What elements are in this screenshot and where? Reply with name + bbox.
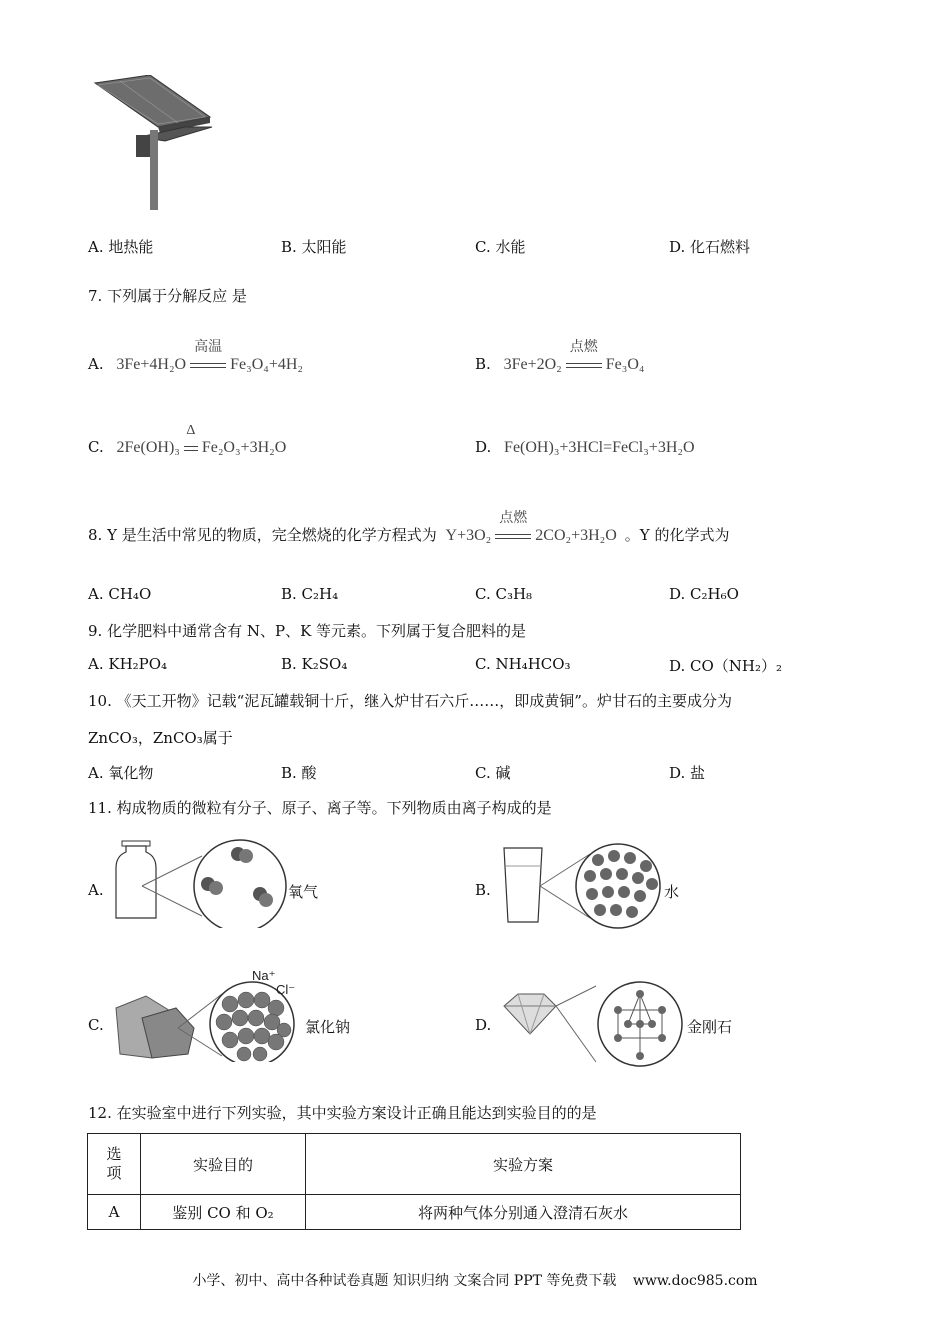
row-a-option: A: [88, 1195, 141, 1230]
q7-option-a: [88, 340, 303, 374]
q8-stem: [88, 511, 730, 545]
q8-eq-rhs: 2CO₂+3H₂O: [535, 527, 617, 544]
q11-c-ion-na: Na⁺: [252, 968, 276, 983]
q7-a-lhs: 3Fe+4H₂O: [116, 356, 187, 373]
q10-option-c: C. 碱: [475, 764, 511, 782]
q7-c-label: C.: [88, 438, 104, 456]
q11-stem: 11. 构成物质的微粒有分子、原子、离子等。下列物质由离子构成的是: [88, 799, 552, 817]
footer-url[interactable]: www.doc985.com: [632, 1273, 758, 1289]
header-option-text: 选项: [106, 1145, 122, 1182]
header-purpose: 实验目的: [141, 1134, 306, 1195]
q7-c-condition: Δ: [186, 423, 196, 438]
q11-c-name: 氯化钠: [305, 1018, 351, 1036]
header-option: [88, 1134, 141, 1195]
q7-option-c: [88, 423, 287, 457]
q8-option-a: A. CH₄O: [88, 585, 152, 603]
q9-option-c: C. NH₄HCO₃: [475, 655, 571, 673]
q7-option-d: [475, 438, 695, 457]
q8-option-c: C. C₃H₈: [475, 585, 533, 603]
q7-a-rhs: Fe₃O₄+4H₂: [230, 356, 303, 373]
header-plan: 实验方案: [306, 1134, 741, 1195]
q6-option-d: D. 化石燃料: [669, 238, 751, 256]
q8-option-d: D. C₂H₆O: [669, 585, 739, 603]
row-a-purpose: 鉴别 CO 和 O₂: [141, 1195, 306, 1230]
q11-c-label: C.: [88, 1016, 104, 1034]
q7-a-label: A.: [88, 355, 104, 373]
q6-option-a: A. 地热能: [88, 238, 154, 256]
q11-a-label: A.: [88, 881, 104, 899]
q7-c-rhs: Fe₂O₃+3H₂O: [201, 439, 287, 456]
q6-option-c: C. 水能: [475, 238, 526, 256]
solar-lamp-image: [90, 75, 215, 210]
q7-d-label: D.: [475, 438, 492, 456]
q11-a-name: 氧气: [288, 883, 319, 901]
q7-option-b: [475, 340, 645, 374]
q11-d-diamond-figure: [500, 980, 684, 1068]
table-header-row: [88, 1134, 741, 1195]
q8-stem-pre: 8. Y 是生活中常见的物质，完全燃烧的化学方程式为: [88, 526, 437, 544]
row-a-plan: 将两种气体分别通入澄清石灰水: [306, 1195, 741, 1230]
q8-options: [88, 585, 848, 607]
q11-b-name: 水: [664, 883, 680, 901]
q11-c-sodium-chloride-figure: [112, 968, 308, 1062]
q10-option-b: B. 酸: [281, 764, 317, 782]
footer-text: 小学、初中、高中各种试卷真题 知识归纳 文案合同 PPT 等免费下载: [192, 1273, 617, 1289]
q11-a-oxygen-figure: [112, 838, 288, 928]
q9-option-a: A. KH₂PO₄: [88, 655, 168, 673]
q8-eq-lhs: Y+3O₂: [445, 527, 492, 544]
q8-stem-post: 。Y 的化学式为: [624, 526, 730, 544]
q10-option-d: D. 盐: [669, 764, 706, 782]
q11-c-ion-cl: Cl⁻: [276, 982, 296, 997]
q8-option-b: B. C₂H₄: [281, 585, 339, 603]
q9-option-b: B. K₂SO₄: [281, 655, 348, 673]
q12-stem: 12. 在实验室中进行下列实验，其中实验方案设计正确且能达到实验目的的是: [88, 1104, 597, 1122]
q8-eq-condition: 点燃: [499, 511, 528, 526]
q11-d-label: D.: [475, 1016, 492, 1034]
q7-stem: 7. 下列属于分解反应 是: [88, 287, 247, 305]
q12-table: [87, 1133, 741, 1230]
q10-option-a: A. 氧化物: [88, 764, 154, 782]
q10-stem-line1: 10. 《天工开物》记载“泥瓦罐载铜十斤，继入炉甘石六斤……，即成黄铜”。炉甘石的主要成分为: [88, 692, 732, 710]
q9-stem: 9. 化学肥料中通常含有 N、P、K 等元素。下列属于复合肥料的是: [88, 622, 527, 640]
q9-options: [88, 655, 848, 677]
table-row: [88, 1195, 741, 1230]
q10-stem-line2: ZnCO₃，ZnCO₃属于: [88, 729, 233, 747]
q10-options: [88, 762, 848, 784]
q9-option-d: D. CO（NH₂）₂: [669, 657, 783, 675]
page-footer: [0, 1270, 950, 1290]
q11-b-water-figure: [500, 840, 662, 932]
q7-c-lhs: 2Fe(OH)₃: [116, 439, 180, 456]
q7-b-lhs: 3Fe+2O₂: [503, 356, 562, 373]
q11-d-name: 金刚石: [687, 1018, 733, 1036]
q7-d-equation: Fe(OH)₃+3HCl=FeCl₃+3H₂O: [504, 439, 695, 456]
q11-b-label: B.: [475, 881, 491, 899]
q6-options: [88, 236, 848, 258]
q7-b-rhs: Fe₃O₄: [605, 356, 645, 373]
q7-b-label: B.: [475, 355, 491, 373]
q7-a-condition: 高温: [194, 340, 223, 355]
q6-option-b: B. 太阳能: [281, 238, 347, 256]
q7-b-condition: 点燃: [569, 340, 598, 355]
